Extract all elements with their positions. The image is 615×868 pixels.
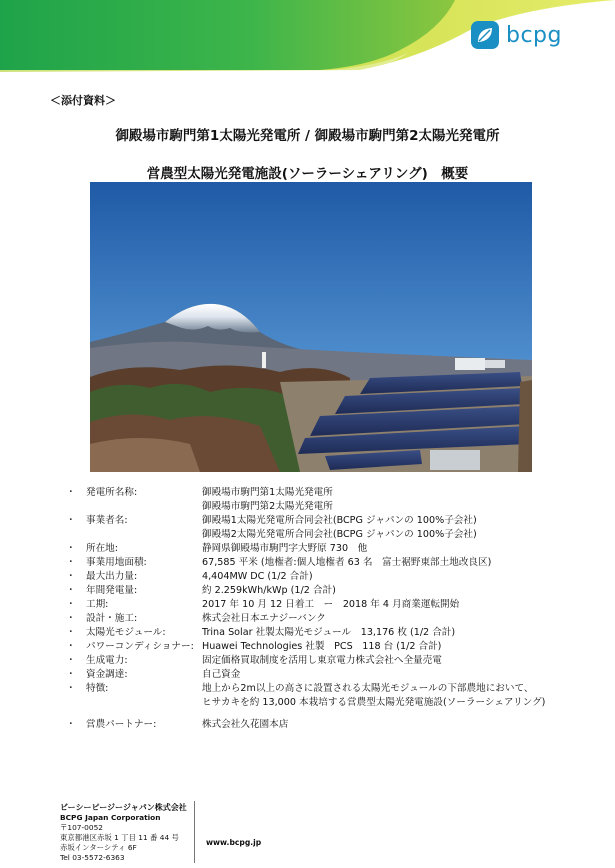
spec-value: 御殿場市駒門第1太陽光発電所 御殿場市駒門第2太陽光発電所 — [202, 487, 333, 512]
address-line1: 東京都港区赤坂 1 丁目 11 番 44 号 — [60, 833, 179, 842]
spec-row-location: ・ 所在地: 静岡県御殿場市駒門字大野原 730 他 — [66, 542, 586, 556]
spec-label: 発電所名称: — [86, 487, 138, 498]
address-line2: 赤坂インターシティ 6F — [60, 843, 137, 852]
spec-row-pcs: ・ パワーコンディショナー: Huawei Technologies 社製 PCS 118 台 (1/2 合計) — [66, 640, 586, 654]
spec-value: 67,585 平米 (地権者:個人地権者 63 名 富士裾野東部土地改良区) — [202, 557, 492, 568]
spec-row-epc: ・ 設計・施工: 株式会社日本エナジーバンク — [66, 612, 586, 626]
spec-label: 資金調達: — [86, 669, 128, 680]
leaf-icon — [470, 20, 500, 50]
spec-row-output: ・ 最大出力量: 4,404MW DC (1/2 合計) — [66, 570, 586, 584]
spec-row-name: ・ 発電所名称: 御殿場市駒門第1太陽光発電所 御殿場市駒門第2太陽光発電所 — [66, 486, 586, 514]
spec-label: 所在地: — [86, 543, 119, 554]
spec-label: 事業用地面積: — [86, 557, 147, 568]
company-name-en: BCPG Japan Corporation — [60, 813, 161, 822]
company-name-jp: ビーシーピージージャパン株式会社 — [60, 803, 187, 812]
spec-row-features: ・ 特徴: 地上から2m以上の高さに設置される太陽光モジュールの下部農地において、 ヒサカキを約 13,000 本栽培する営農型太陽光発電施設(ソーラーシェアリング) — [66, 682, 586, 710]
spec-label: 営農パートナー: — [86, 719, 157, 730]
spec-value: 地上から2m以上の高さに設置される太陽光モジュールの下部農地において、 ヒサカキを約 13,000 本栽培する営農型太陽光発電施設(ソーラーシェアリング) — [202, 683, 546, 708]
page-title: 御殿場市駒門第1太陽光発電所 / 御殿場市駒門第2太陽光発電所 — [115, 128, 500, 144]
spec-value: 約 2.259kWh/kWp (1/2 合計) — [202, 585, 336, 596]
spec-label: 年間発電量: — [86, 585, 138, 596]
spec-value: 自己資金 — [202, 669, 241, 680]
spec-row-power: ・ 生成電力: 固定価格買取制度を活用し東京電力株式会社へ全量売電 — [66, 654, 586, 668]
spec-value: 2017 年 10 月 12 日着工 ー 2018 年 4 月商業運転開始 — [202, 599, 460, 610]
bcpg-logo — [470, 20, 562, 50]
spec-label: 特徴: — [86, 683, 109, 694]
spec-value: Trina Solar 社製太陽光モジュール 13,176 枚 (1/2 合計) — [202, 627, 456, 638]
spec-row-schedule: ・ 工期: 2017 年 10 月 12 日着工 ー 2018 年 4 月商業運転開始 — [66, 598, 586, 612]
website-link[interactable]: www.bcpg.jp — [206, 838, 262, 847]
footer-divider — [194, 801, 195, 863]
spec-value: 御殿場1太陽光発電所合同会社(BCPG ジャパンの 100%子会社) 御殿場2太陽光発電所合同会社(BCPG ジャパンの 100%子会社) — [202, 515, 477, 540]
attachment-label: ＜添付資料＞ — [50, 94, 116, 107]
spec-value: 株式会社久花園本店 — [202, 719, 289, 730]
footer-address — [60, 803, 187, 863]
spec-row-area: ・ 事業用地面積: 67,585 平米 (地権者:個人地権者 63 名 富士裾野東部土地改良区) — [66, 556, 586, 570]
spec-row-modules: ・ 太陽光モジュール: Trina Solar 社製太陽光モジュール 13,176 枚 (1/2 合計) — [66, 626, 586, 640]
logo-text: bcpg — [506, 22, 562, 48]
spec-value: Huawei Technologies 社製 PCS 118 台 (1/2 合計) — [202, 641, 442, 652]
spec-value: 4,404MW DC (1/2 合計) — [202, 571, 313, 582]
spec-value: 静岡県御殿場市駒門字大野原 730 他 — [202, 543, 368, 554]
spec-label: 設計・施工: — [86, 613, 138, 624]
postal-code: 〒107-0052 — [60, 823, 103, 832]
solar-farm-photo — [90, 182, 532, 472]
spec-label: 生成電力: — [86, 655, 128, 666]
phone: Tel 03-5572-6363 — [60, 853, 125, 862]
spec-row-operator: ・ 事業者名: 御殿場1太陽光発電所合同会社(BCPG ジャパンの 100%子会社) 御殿場2太陽光発電所合同会社(BCPG ジャパンの 100%子会社) — [66, 514, 586, 542]
spec-label: パワーコンディショナー: — [86, 641, 194, 652]
spec-label: 工期: — [86, 599, 109, 610]
spec-row-partner: ・ 営農パートナー: 株式会社久花園本店 — [66, 718, 586, 732]
spec-label: 事業者名: — [86, 515, 128, 526]
spec-row-funding: ・ 資金調達: 自己資金 — [66, 668, 586, 682]
spec-value: 株式会社日本エナジーバンク — [202, 613, 326, 624]
spec-label: 太陽光モジュール: — [86, 627, 166, 638]
spec-label: 最大出力量: — [86, 571, 138, 582]
spec-value: 固定価格買取制度を活用し東京電力株式会社へ全量売電 — [202, 655, 442, 666]
spec-row-generation: ・ 年間発電量: 約 2.259kWh/kWp (1/2 合計) — [66, 584, 586, 598]
specs-list — [66, 486, 586, 732]
page-subtitle: 営農型太陽光発電施設(ソーラーシェアリング) 概要 — [146, 166, 469, 182]
